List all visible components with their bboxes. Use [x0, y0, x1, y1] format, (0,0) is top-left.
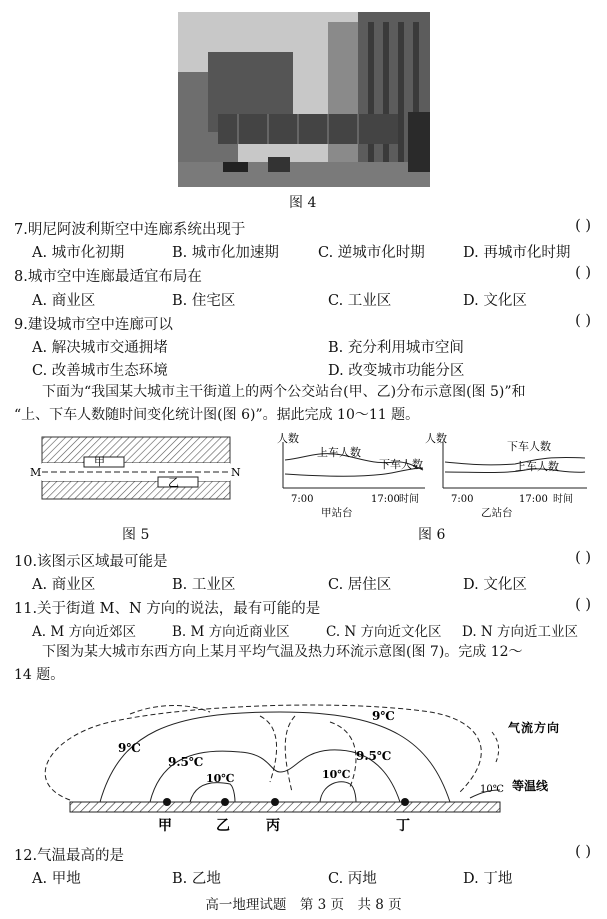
fig6-right-xlabel: 时间: [553, 494, 573, 505]
q9-option-c: C. 改善城市生态环境: [32, 363, 168, 379]
q12-stem: 12.气温最高的是: [14, 848, 125, 864]
fig7-place-jia: 甲: [158, 818, 172, 834]
q7-stem: 7.明尼阿波利斯空中连廊系统出现于: [14, 222, 246, 238]
fig7-place-ding: 丁: [396, 818, 410, 834]
q10-answer-blank: ( ): [575, 550, 591, 566]
fig7-iso-10-legend: 10℃: [480, 784, 504, 795]
intro-10-line2: “上、下车人数随时间变化统计图(图 6)”。据此完成 10～11 题。: [14, 407, 420, 423]
fig5-label-m: M: [30, 466, 42, 479]
intro-12-14: [14, 641, 594, 687]
fig6-right-station: 乙站台: [481, 507, 513, 519]
intro-10-line1: 下面为“我国某大城市主干街道上的两个公交站台(甲、乙)分布示意图(图 5)”和: [42, 384, 526, 400]
fig6-left-series-down: 下车人数: [379, 458, 423, 471]
q11-option-d: D. N 方向近工业区: [462, 624, 579, 640]
fig6-right-ylabel: 人数: [425, 432, 447, 445]
figure7-diagram: [30, 692, 590, 842]
q10-stem: 10.该图示区域最可能是: [14, 554, 168, 570]
q8-stem: 8.城市空中连廊最适宜布局在: [14, 269, 202, 285]
q10-option-a: A. 商业区: [32, 577, 96, 593]
q9-answer-blank: ( ): [575, 313, 591, 329]
q12-option-b: B. 乙地: [172, 871, 221, 887]
fig7-iso-95-right: 9.5℃: [356, 749, 392, 763]
q7-answer-blank: ( ): [575, 218, 591, 234]
fig6-left-t2: 17:00: [371, 494, 400, 505]
fig6-left-xlabel: 时间: [399, 494, 419, 505]
fig7-place-bing: 丙: [266, 818, 280, 834]
q9-option-a: A. 解决城市交通拥堵: [32, 340, 168, 356]
q9-option-d: D. 改变城市功能分区: [328, 363, 465, 379]
fig5-label-n: N: [231, 466, 241, 479]
figure5-diagram: [28, 432, 241, 502]
fig5-label-jia: 甲: [94, 455, 105, 468]
fig7-legend-iso: 等温线: [512, 779, 549, 793]
fig5-label-yi: 乙: [168, 476, 179, 489]
q12-answer-blank: ( ): [575, 844, 591, 860]
figure6-caption: 图 6: [418, 527, 446, 543]
fig7-legend-flow: 气流方向: [508, 721, 561, 735]
intro-12-line2: 14 题。: [14, 667, 65, 683]
q11-answer-blank: ( ): [575, 597, 591, 613]
q8-answer-blank: ( ): [575, 265, 591, 281]
q9-option-b: B. 充分利用城市空间: [328, 340, 464, 356]
q7-option-d: D. 再城市化时期: [463, 245, 571, 261]
q8-option-d: D. 文化区: [463, 293, 527, 309]
q8-option-a: A. 商业区: [32, 293, 96, 309]
q8-option-b: B. 住宅区: [172, 293, 236, 309]
q12-option-d: D. 丁地: [463, 871, 513, 887]
fig6-left-ylabel: 人数: [277, 432, 299, 445]
fig7-iso-9-right: 9℃: [372, 709, 395, 723]
figure6-charts: [275, 430, 595, 526]
q7-option-a: A. 城市化初期: [32, 245, 125, 261]
fig6-right-series-up: 上车人数: [515, 460, 559, 473]
figure5-caption: 图 5: [122, 527, 150, 543]
q10-option-d: D. 文化区: [463, 577, 527, 593]
figure4-caption: 图 4: [289, 195, 317, 211]
fig7-iso-10-right: 10℃: [322, 768, 351, 781]
fig7-iso-9-left: 9℃: [118, 741, 141, 755]
q11-stem: 11.关于街道 M、N 方向的说法，最有可能的是: [14, 601, 321, 617]
intro-10-11: [14, 381, 594, 427]
q10-option-c: C. 居住区: [328, 577, 392, 593]
q12-option-c: C. 丙地: [328, 871, 377, 887]
q7-option-b: B. 城市化加速期: [172, 245, 279, 261]
skyway-photo-drawing: [178, 12, 430, 187]
fig7-place-yi: 乙: [216, 818, 230, 834]
q7-option-c: C. 逆城市化时期: [318, 245, 425, 261]
fig6-right-series-down: 下车人数: [507, 440, 551, 453]
fig6-left-station: 甲站台: [321, 507, 353, 519]
q11-option-b: B. M 方向近商业区: [172, 624, 290, 640]
skyway-photo: [178, 12, 430, 187]
fig7-legend-flow-line: [492, 732, 499, 762]
q10-option-b: B. 工业区: [172, 577, 236, 593]
q11-option-c: C. N 方向近文化区: [326, 624, 442, 640]
q12-option-a: A. 甲地: [32, 871, 81, 887]
intro-12-line1: 下图为某大城市东西方向上某月平均气温及热力环流示意图(图 7)。完成 12～: [42, 644, 523, 660]
fig6-right-t2: 17:00: [519, 494, 548, 505]
fig6-left-t1: 7:00: [291, 494, 314, 505]
fig7-iso-10-left: 10℃: [206, 772, 235, 785]
fig7-iso-95-left: 9.5℃: [168, 755, 204, 769]
page-footer: 高一地理试题 第 3 页 共 8 页: [205, 897, 402, 913]
fig6-left-series-up: 上车人数: [317, 446, 361, 459]
q8-option-c: C. 工业区: [328, 293, 392, 309]
q9-stem: 9.建设城市空中连廊可以: [14, 317, 173, 333]
fig6-right-t1: 7:00: [451, 494, 474, 505]
q11-option-a: A. M 方向近郊区: [32, 624, 136, 640]
